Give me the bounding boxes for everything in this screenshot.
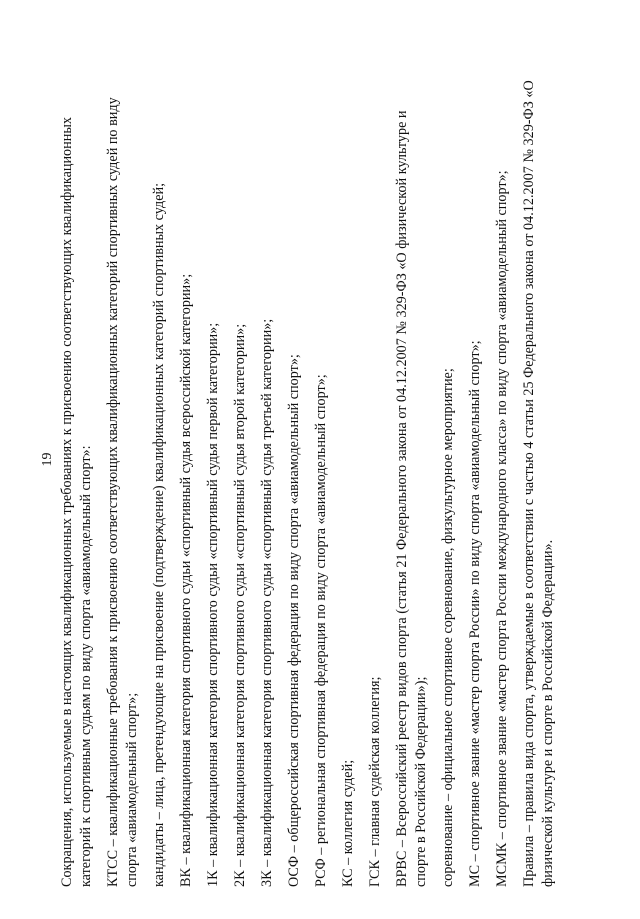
abbr-msmk: МСМК – спортивное звание «мастер спорта России международного класса» по виду спорта «авиамодельный спорт»; (494, 170, 510, 887)
abbreviations-list (58, 67, 566, 887)
abbr-rules: Правила – правила вида спорта, утверждаемые в соответствии с частью 4 статьи 25 Федерального закона от 04.12.2007 № 329-ФЗ «О физической культуре и спорте в Российской Федерации». (521, 80, 556, 887)
page-number: 19 (40, 452, 55, 467)
abbr-2k: 2К – квалификационная категория спортивного судьи «спортивный судья второй категории»; (232, 323, 248, 887)
abbr-ms: МС – спортивное звание «мастер спорта России» по виду спорта «авиамодельный спорт»; (467, 340, 483, 887)
abbr-osf: ОСФ – общероссийская спортивная федерация по виду спорта «авиамодельный спорт»; (286, 354, 302, 887)
abbr-ktss: КТСС – квалификационные требования к присвоению соответствующих квалификационных категорий спортивных судей по виду спорта «авиамодельный спорт»; (105, 97, 140, 887)
abbr-gsk: ГСК – главная судейская коллегия; (367, 676, 383, 887)
abbr-3k: 3К – квалификационная категория спортивного судьи «спортивный судья третьей категории»; (259, 318, 275, 887)
abbr-ks: КС – коллегия судей; (340, 759, 356, 887)
abbr-candidates: кандидаты – лица, претендующие на присвоение (подтверждение) квалификационных категорий спортивных судей; (151, 182, 167, 887)
abbr-competition: соревнование – официальное спортивное соревнование, физкультурное мероприятие; (440, 368, 456, 887)
abbr-rsf: РСФ – региональная спортивная федерация по виду спорта «авиамодельный спорт»; (313, 374, 329, 887)
intro-paragraph: Сокращения, используемые в настоящих квалификационных требованиях к присвоению соответствующих квалификационных категорий к спортивным судьям по виду спорта «авиамодельный спорт»: (59, 117, 94, 887)
abbr-vk: ВК – квалификационная категория спортивного судьи «спортивный судья всероссийской категории»; (178, 273, 194, 887)
abbr-1k: 1К – квалификационная категория спортивного судьи «спортивный судья первой категории»; (205, 322, 221, 887)
abbr-vrvs: ВРВС – Всероссийский реестр видов спорта (статья 21 Федерального закона от 04.12.2007 № 329-ФЗ «О физической культуре и спорте в Российской Федерации»); (394, 110, 429, 887)
